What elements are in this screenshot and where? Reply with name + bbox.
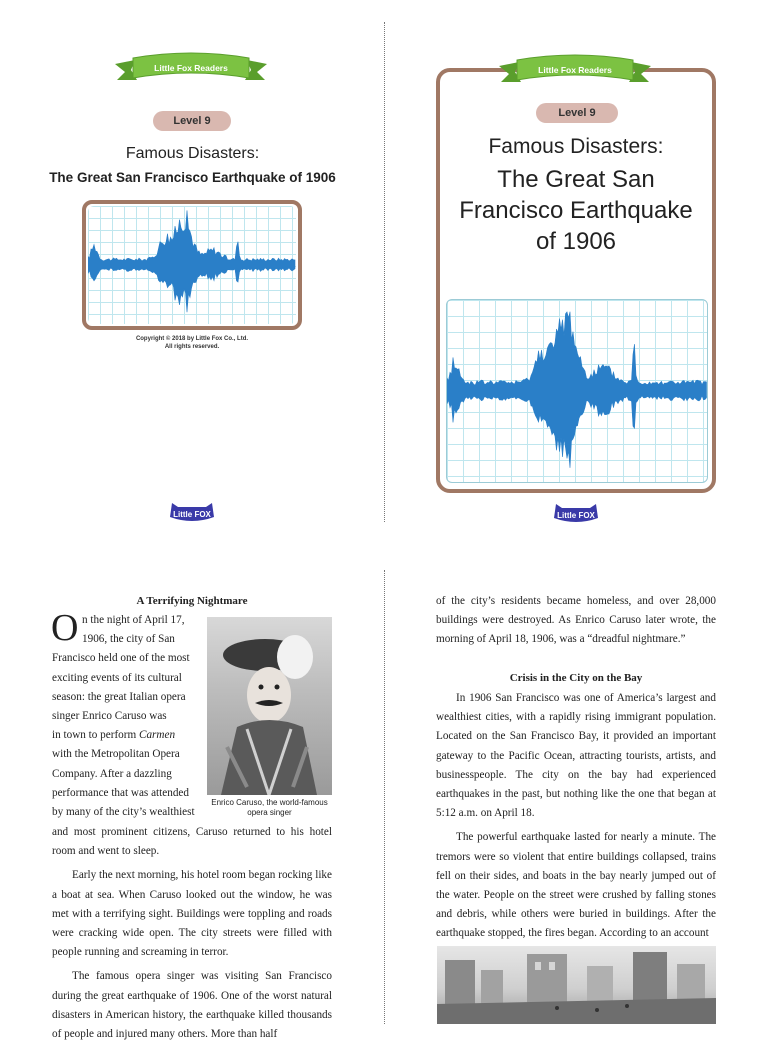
wrap-line: singer Enrico Caruso was xyxy=(52,710,167,723)
level-badge-right: Level 9 xyxy=(536,103,618,123)
cover-right-title-line1: Famous Disasters: xyxy=(488,135,664,158)
paragraph-1-wrapped xyxy=(52,611,200,822)
section-heading-nightmare: A Terrifying Nightmare xyxy=(136,595,248,607)
caruso-photo xyxy=(207,617,332,795)
cover-title-line2: The Great San Francisco Earthquake of 1906 xyxy=(49,170,336,185)
paragraph-text: The powerful earthquake lasted for nearly a minute. The tremors were so violent that entire buildings collapsed, trains fell on their sides, and boats in the bay nearly jumped out of the water. People on the street were crushed by falling stones and debris, while others were buried in buildings. After the earthquake stopped, the fires began. According to an account xyxy=(436,831,716,940)
paragraph-3: The famous opera singer was visiting San Francisco during the great earthquake of 1906. One of the worst natural disasters in American history, the earthquake killed thousands of people and injured many others. More than half xyxy=(52,970,332,1041)
section-heading-crisis: Crisis in the City on the Bay xyxy=(509,672,643,684)
paragraph-2: Early the next morning, his hotel room began rocking like a boat at sea. When Caruso looked out the window, he was met with a terrifying sight. Buildings were toppling and roads were cracking wide open. The city streets were filled with people running and screaming in terror. xyxy=(52,869,332,959)
cover-right-title-line3: Francisco Earthquake xyxy=(459,197,693,224)
logo-text: Little FOX xyxy=(173,510,211,519)
cover-title-line1: Famous Disasters: xyxy=(125,145,260,162)
wrap-line: by many of the city’s wealthiest xyxy=(52,806,195,819)
logo-text-right: Little FOX xyxy=(557,511,595,520)
seismograph-grid-large xyxy=(446,299,708,483)
little-fox-logo xyxy=(168,501,216,523)
seismic-wave-large xyxy=(447,300,707,482)
right-paragraph-1 xyxy=(436,592,716,650)
copyright-line2: All rights reserved. xyxy=(164,344,220,350)
drop-cap: O xyxy=(51,607,79,649)
ruins-photo xyxy=(437,946,716,1024)
level-badge: Level 9 xyxy=(153,111,231,131)
seismograph-grid xyxy=(88,206,296,324)
series-ribbon xyxy=(113,50,269,90)
cover-right-title-line4: of 1906 xyxy=(535,228,617,255)
series-label-right: Little Fox Readers xyxy=(538,65,612,75)
seismograph-frame xyxy=(82,200,302,330)
wrap-line: with the Metropolitan Opera xyxy=(52,748,180,761)
right-paragraph-2 xyxy=(436,689,716,944)
photo-caption: Enrico Caruso, the world-famous opera singer xyxy=(211,798,328,817)
copyright-line1: Copyright © 2018 by Little Fox Co., Ltd. xyxy=(135,336,249,342)
carmen-title: Carmen xyxy=(139,729,176,742)
wrap-line: 1906, the city of San xyxy=(82,633,175,646)
paragraph-text: and most prominent citizens, Caruso returned to his hotel room and went to sleep. xyxy=(52,826,332,858)
wrap-line: in town to perform Carmen xyxy=(52,729,176,742)
wrap-line: performance that was attended xyxy=(52,786,189,799)
paragraph-text: In 1906 San Francisco was one of America’s largest and wealthiest cities, with a rapidly rising immigrant population. Located on the San Francisco Bay, it provided an important gateway to the Pacific Ocean, attracting tourists, artists, and businesspeople. The city on the bay had experienced earthquakes in the past, but nothing like the one that began at 5:12 a.m. on April 18. xyxy=(436,692,716,820)
paragraph-1-rest xyxy=(52,823,332,1044)
series-ribbon-right xyxy=(497,52,653,92)
wrap-line: exciting events of its cultural xyxy=(52,671,182,684)
wrap-line: Francisco held one of the most xyxy=(52,652,190,665)
wrap-line: n the night of April 17, xyxy=(82,614,185,626)
wrap-line: Company. After a dazzling xyxy=(52,767,172,780)
wrap-line: season: the great Italian opera xyxy=(52,690,186,703)
fold-line-bottom xyxy=(384,570,385,1024)
fold-line-top xyxy=(384,22,385,522)
cover-right-title-line2: The Great San xyxy=(497,166,655,193)
little-fox-logo-right xyxy=(552,502,600,524)
series-label: Little Fox Readers xyxy=(154,63,228,73)
paragraph-text: of the city’s residents became homeless, and over 28,000 buildings were destroyed. As Enrico Caruso later wrote, the morning of April 18, 1906, was a “dreadful nightmare.” xyxy=(436,595,716,646)
seismic-wave xyxy=(88,206,296,324)
